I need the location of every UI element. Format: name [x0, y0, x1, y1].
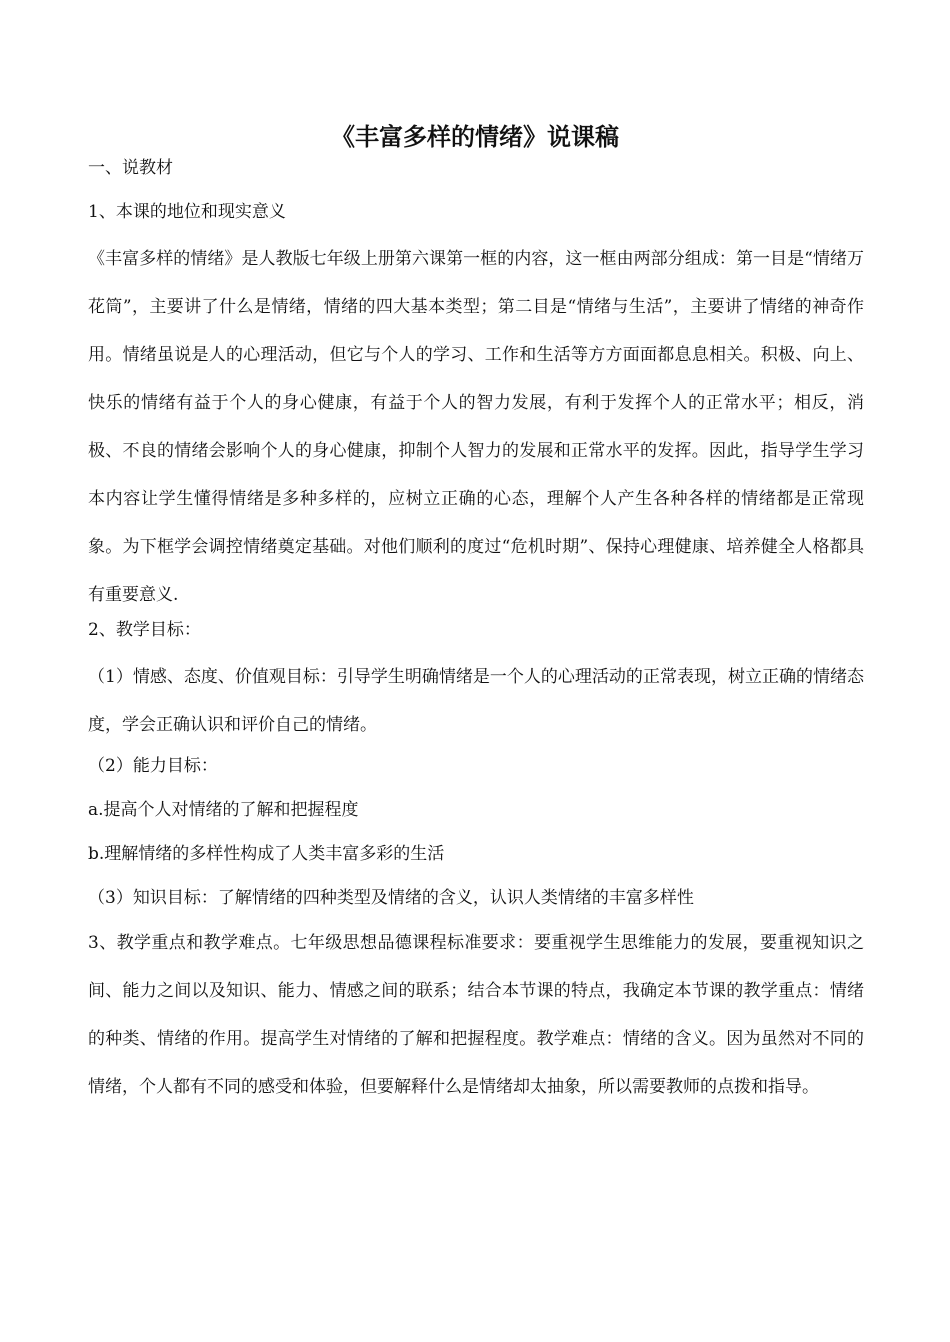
- goal-ability-item-b: b.理解情绪的多样性构成了人类丰富多彩的生活: [88, 844, 445, 864]
- significance-paragraph: 《丰富多样的情绪》是人教版七年级上册第六课第一框的内容，这一框由两部分组成：第一目是“情绪万花筒”，主要讲了什么是情绪，情绪的四大基本类型；第二目是“情绪与生活”，主要讲了情绪的神奇作用。情绪虽说是人的心理活动，但它与个人的学习、工作和生活等方方面面都息息相关。积极、向上、快乐的情绪有益于个人的身心健康，有益于个人的智力发展，有利于发挥个人的正常水平；相反，消极、不良的情绪会影响个人的身心健康，抑制个人智力的发展和正常水平的发挥。因此，指导学生学习本内容让学生懂得情绪是多种多样的，应树立正确的心态，理解个人产生各种各样的情绪都是正常现象。为下框学会调控情绪奠定基础。对他们顺利的度过“危机时期”、保持心理健康、培养健全人格都具有重要意义.: [88, 249, 864, 605]
- item-heading-significance: 1、本课的地位和现实意义: [88, 202, 286, 222]
- key-and-difficult-points-paragraph: 3、教学重点和教学难点。七年级思想品德课程标准要求：要重视学生思维能力的发展，要重视知识之间、能力之间以及知识、能力、情感之间的联系；结合本节课的特点，我确定本节课的教学重点：情绪的种类、情绪的作用。提高学生对情绪的了解和把握程度。教学难点：情绪的含义。因为虽然对不同的情绪，个人都有不同的感受和体验，但要解释什么是情绪却太抽象，所以需要教师的点拨和指导。: [88, 933, 864, 1097]
- goal-emotion-attitude-values: （1）情感、态度、价值观目标：引导学生明确情绪是一个人的心理活动的正常表现，树立正确的情绪态度，学会正确认识和评价自己的情绪。: [88, 667, 864, 735]
- document-body: [88, 153, 864, 1111]
- goal-knowledge: （3）知识目标：了解情绪的四种类型及情绪的含义，认识人类情绪的丰富多样性: [88, 888, 694, 908]
- item-heading-teaching-goals: 2、教学目标：: [88, 620, 201, 640]
- document-title: 《丰富多样的情绪》说课稿: [331, 123, 619, 151]
- goal-ability-item-a: a.提高个人对情绪的了解和把握程度: [88, 800, 359, 820]
- section-heading-teaching-material: 一、说教材: [88, 158, 173, 178]
- goal-ability-heading: （2）能力目标：: [88, 756, 218, 776]
